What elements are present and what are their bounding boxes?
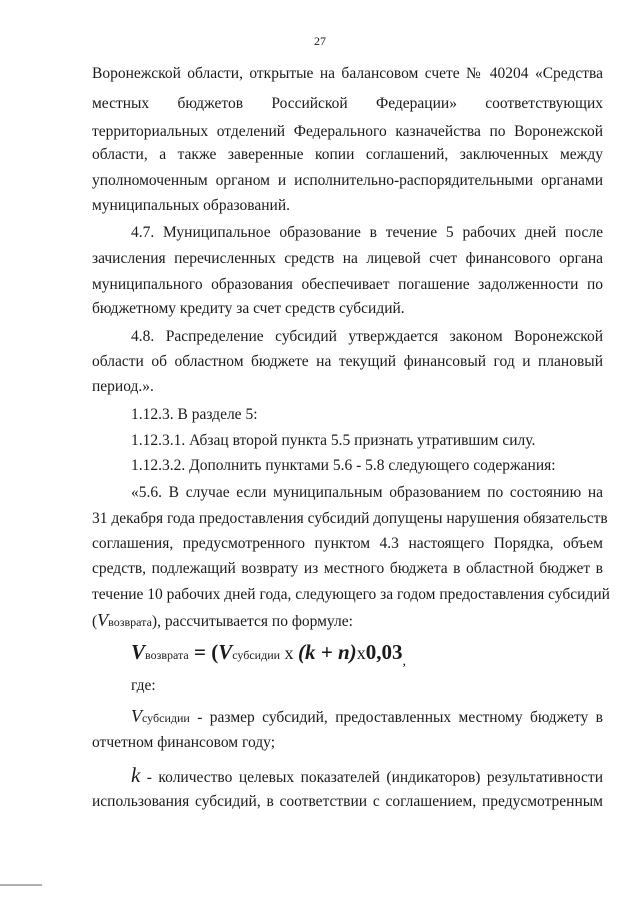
formula: Vвозврата = (Vсубсидии x $(k + n)x0,03_,$ [131,640,406,669]
text-line: уполномоченным органом и исполнительно-распорядительными органами [92,172,603,189]
text-line: период.». [92,378,154,395]
text-line: соглашения, предусмотренного пунктом 4.3 настоящего Порядка, объем [92,535,603,552]
text-line: муниципальных образований. [92,197,290,214]
text-line: 1.12.3. В разделе 5: [131,406,258,423]
text-line: 1.12.3.2. Дополнить пунктами 5.6 - 5.8 следующего содержания: [131,457,556,474]
text-line: местных бюджетов Российской Федерации» соответствующих [92,95,603,112]
text-line: бюджетному кредиту за счет средств субсидий. [92,300,405,317]
page-number: 27 [314,34,326,48]
text-line: области, а также заверенные копии соглашений, заключенных между [92,146,603,163]
text-line: 31 декабря года предоставления субсидий допущены нарушения обязательств [92,510,608,527]
definition-k: k - количество целевых показателей (индикаторов) результативности [131,763,603,787]
text-line: зачисления перечисленных средств на лицевой счет финансового органа [92,250,603,267]
text-line: отчетном финансовом году; [92,734,276,751]
text-line: муниципального образования обеспечивает погашение задолженности по [92,276,603,293]
text-line: использования субсидий, в соответствии с соглашением, предусмотренным [92,793,603,810]
definition-v-subsidii: Vсубсидии - размер субсидий, предоставленных местному бюджету в [131,706,603,726]
text-line: Воронежской области, открытые на балансовом счете № 40204 «Средства [92,65,603,82]
text-line: области об областном бюджете на текущий финансовый год и плановый [92,353,603,370]
paragraph-4-8-start: 4.8. Распределение субсидий утверждается законом Воронежской [131,328,603,345]
paragraph-4-7-start: 4.7. Муниципальное образование в течение 5 рабочих дней после [131,224,603,241]
text-line: течение 10 рабочих дней года, следующего за годом предоставления субсидий [92,586,610,603]
text-line: территориальных отделений Федерального казначейства по Воронежской [92,123,603,140]
scan-edge-mark [0,884,42,886]
text-line: средств, подлежащий возврату из местного бюджета в областной бюджет в [92,560,603,577]
text-line: где: [131,677,156,694]
text-line-with-variable: (Vвозврата), рассчитывается по формуле: [92,610,353,630]
paragraph-5-6-start: «5.6. В случае если муниципальным образованием по состоянию на [131,484,603,501]
text-line: 1.12.3.1. Абзац второй пункта 5.5 признать утратившим силу. [131,432,536,449]
